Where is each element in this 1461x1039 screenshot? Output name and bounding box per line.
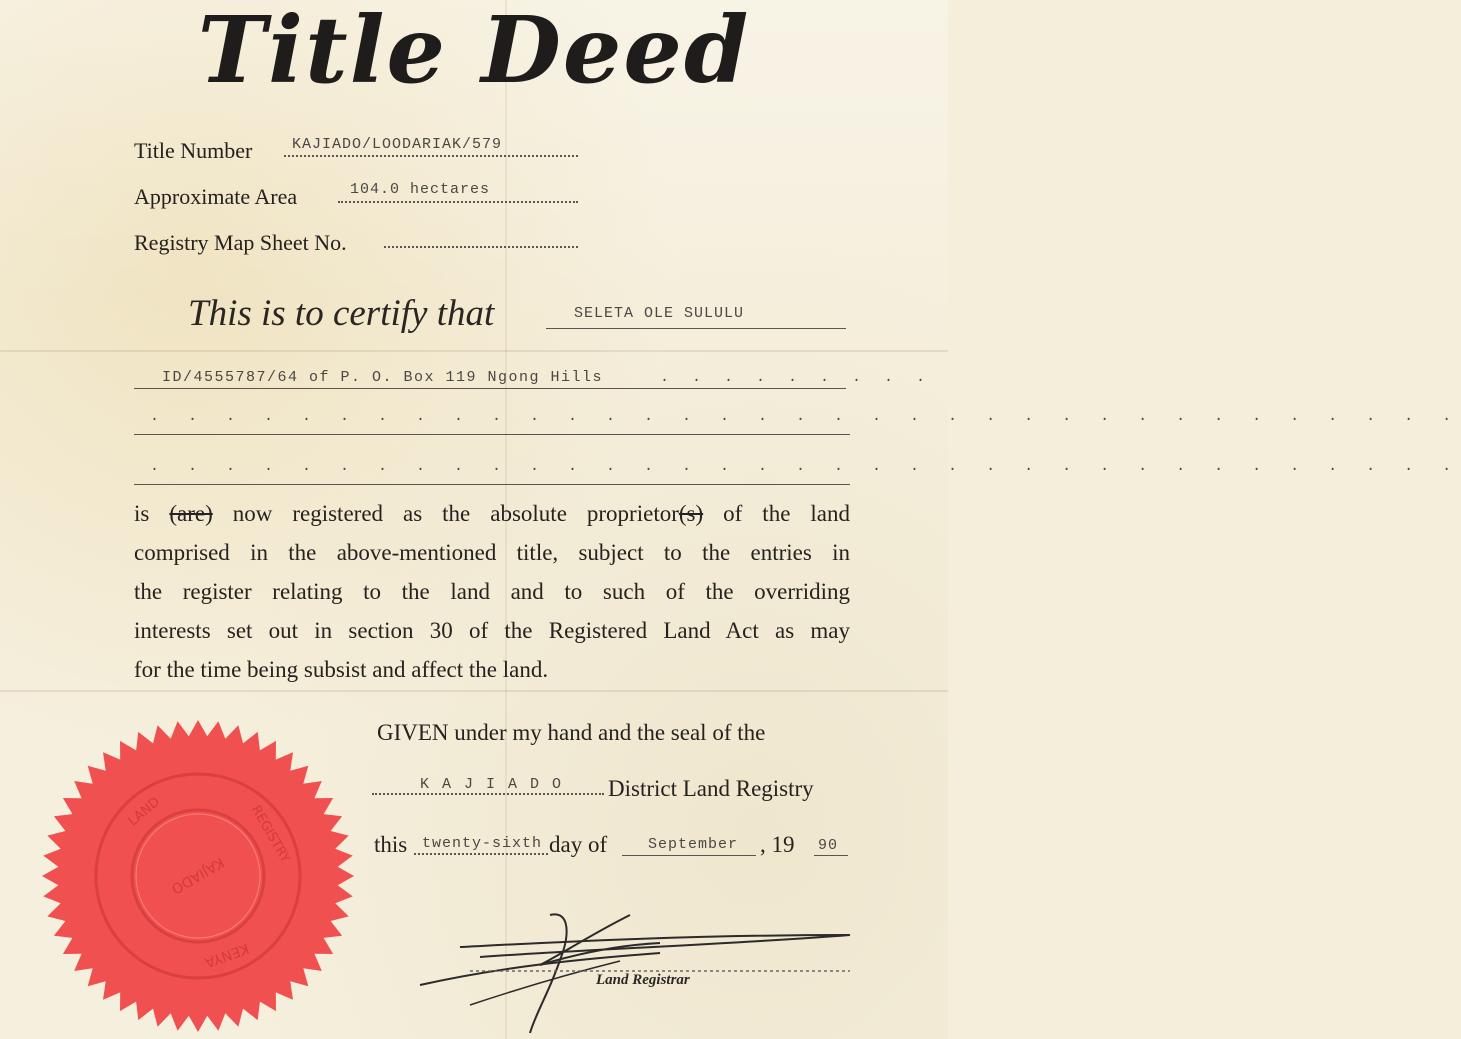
body-is: is [134, 501, 150, 526]
day-value: twenty-sixth [422, 835, 543, 852]
body-line-5: for the time being subsist and affect the land. [134, 657, 549, 682]
given-line: GIVEN under my hand and the seal of the [377, 720, 766, 745]
fold-line [0, 690, 948, 692]
month-value: September [648, 836, 739, 853]
district-value: K A J I A D O [420, 776, 564, 793]
map-sheet-line [384, 246, 578, 248]
title-number-label: Title Number [134, 138, 253, 163]
proprietor-name: SELETA OLE SULULU [574, 305, 745, 322]
area-value: 104.0 hectares [350, 181, 491, 198]
svg-text:KAJIADO: KAJIADO [168, 853, 227, 897]
blank-line [134, 434, 850, 435]
svg-text:LAND: LAND [125, 794, 164, 830]
body-line-4: interests set out in section 30 of the Registered Land Act as may [134, 618, 850, 643]
official-seal [40, 718, 356, 1034]
body-s-struck: (s) [678, 501, 704, 526]
year-value: 90 [818, 837, 839, 854]
body-line-3: the register relating to the land and to such of the overriding [134, 579, 850, 604]
registrar-label: Land Registrar [596, 972, 690, 988]
address-filler-dots: . . . . . . . . . [660, 369, 933, 386]
document-title: Title Deed [197, 0, 751, 104]
year-prefix: , 19 [760, 832, 795, 857]
title-number-value: KAJIADO/LOODARIAK/579 [292, 136, 503, 153]
map-sheet-label: Registry Map Sheet No. [134, 230, 347, 255]
svg-text:REGISTRY: REGISTRY [247, 803, 293, 866]
certify-heading: This is to certify that [188, 293, 495, 334]
proprietor-line [546, 328, 846, 329]
blank-line-dots: . . . . . . . . . . . . . . . . . . . . . . . . . . . . . . . . . . . [150, 408, 1461, 425]
body-line-2: comprised in the above-mentioned title, subject to the entries in [134, 540, 850, 565]
body-of-the-land: of the land [723, 501, 851, 526]
address-line [134, 388, 846, 389]
certification-body [134, 494, 850, 689]
month-line [622, 855, 756, 856]
blank-line [134, 484, 850, 485]
fold-line [0, 350, 948, 352]
blank-line-dots: . . . . . . . . . . . . . . . . . . . . . . . . . . . . . . . . . . . [150, 458, 1461, 475]
registrar-signature [420, 905, 860, 1035]
district-line [372, 793, 604, 795]
title-number-line [284, 155, 578, 157]
area-line [338, 201, 578, 203]
district-label: District Land Registry [608, 776, 814, 801]
day-of-label: day of [549, 832, 608, 857]
area-label: Approximate Area [134, 184, 298, 209]
svg-text:KENYA: KENYA [202, 939, 251, 971]
day-line [414, 853, 548, 855]
year-line [814, 855, 848, 856]
body-are-struck: (are) [169, 501, 213, 526]
this-label: this [374, 832, 408, 857]
body-line-1: is (are) now registered as the absolute proprietor(s) of the land [134, 501, 851, 526]
proprietor-address: ID/4555787/64 of P. O. Box 119 Ngong Hills [162, 369, 604, 386]
